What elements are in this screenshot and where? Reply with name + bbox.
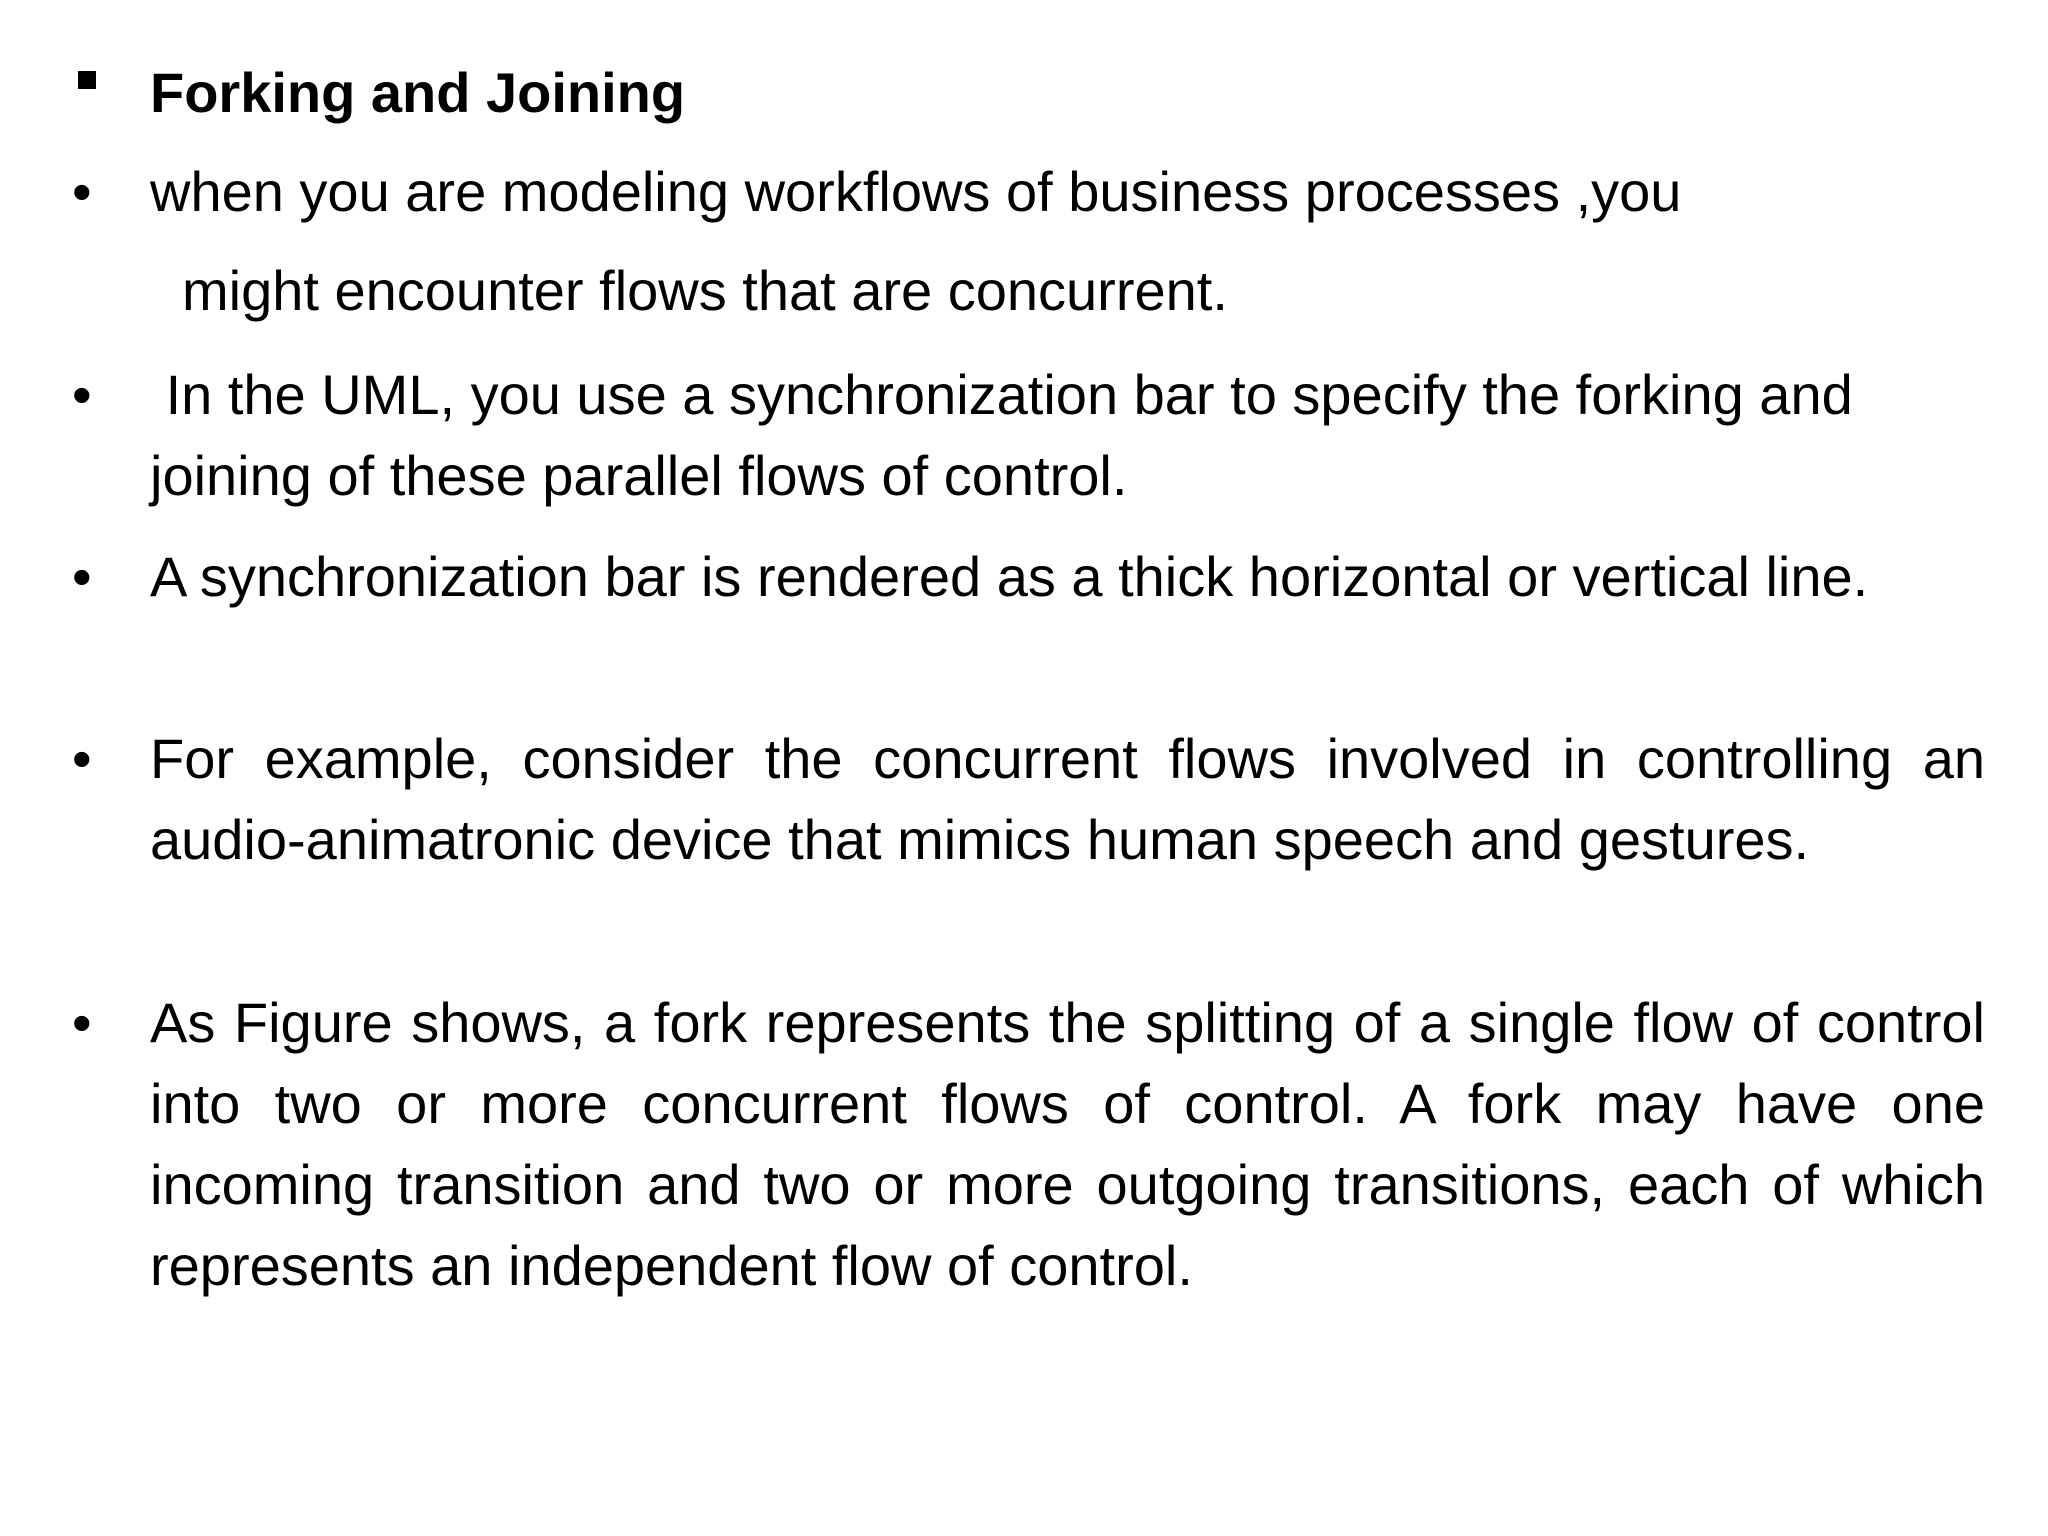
round-bullet-icon: • [72,727,92,790]
square-bullet-icon [78,71,96,89]
bullet-item-example: For example, consider the concurrent flows involved in controlling an audio-animatronic device that mimics human speech and gestures. [150,727,1985,871]
round-bullet-icon: • [72,545,92,608]
bullet-item-rendering: A synchronization bar is rendered as a thick horizontal or vertical line. [150,545,1869,608]
slide-heading: Forking and Joining [150,61,686,124]
round-bullet-icon: • [72,363,92,426]
bullet-item-fork: As Figure shows, a fork represents the splitting of a single flow of control into two or more concurrent flows of control. A fork may have one incoming transition and two or more outgoing transitions, each of which represents an independent flow of control. [150,991,1985,1297]
bullet-item-workflows [150,151,1985,331]
round-bullet-icon: • [72,991,92,1054]
bullet-item-workflows-line1: when you are modeling workflows of business processes ,you [150,160,1682,223]
bullet-item-synchronization-bar: In the UML, you use a synchronization bar to specify the forking and joining of these parallel flows of control. [150,363,1869,507]
bullet-item-workflows-line2: might encounter flows that are concurrent. [182,259,1228,322]
round-bullet-icon: • [72,160,92,223]
